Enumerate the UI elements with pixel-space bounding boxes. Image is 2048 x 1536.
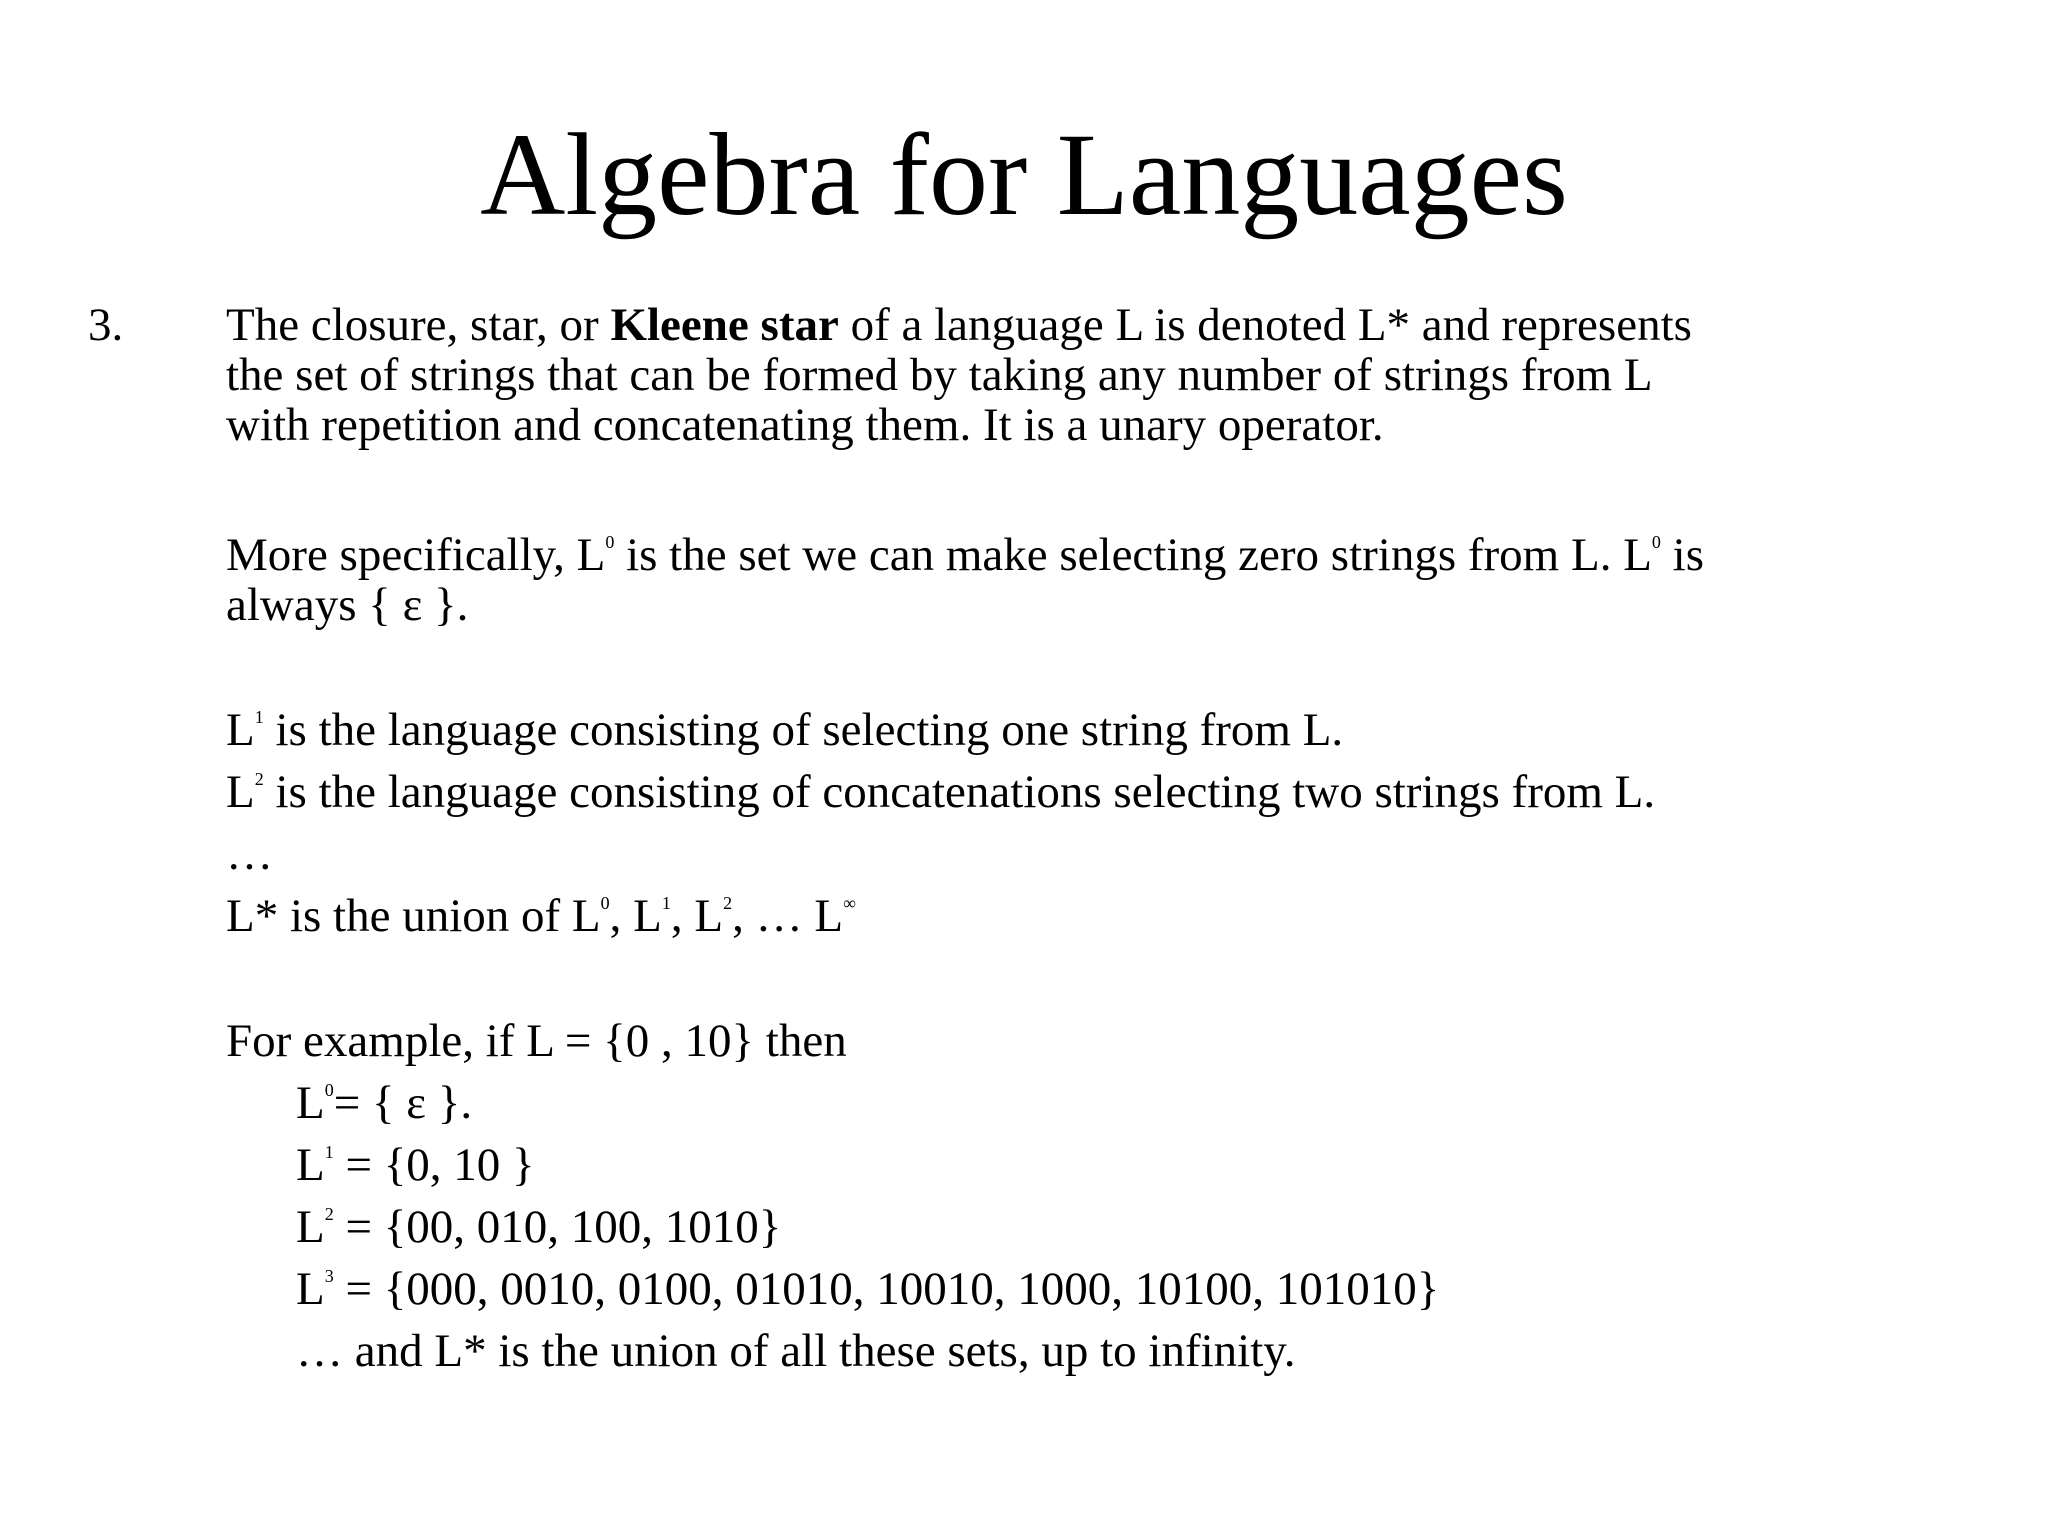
superscript: 0 (605, 532, 615, 552)
superscript: ∞ (843, 893, 856, 913)
definition-text: of a language L is denoted L* and represents (838, 299, 1692, 351)
text-run: is the set we can make selecting zero strings from L. L (614, 529, 1652, 581)
slide-title: Algebra for Languages (480, 109, 1568, 240)
superscript: 1 (661, 893, 671, 913)
kleene-star-term: Kleene star (610, 299, 839, 351)
text-run: = {00, 010, 100, 1010} (333, 1201, 782, 1253)
text-run: is (1660, 529, 1705, 581)
text-run: L (296, 1077, 325, 1129)
example-l1 (296, 1140, 535, 1190)
example-closing: … and L* is the union of all these sets, up to infinity. (296, 1325, 1296, 1377)
item-number: 3. (88, 299, 124, 351)
l0-definition-line-1 (226, 530, 1704, 580)
superscript: 2 (723, 893, 733, 913)
text-run: L (296, 1201, 325, 1253)
definition-line-2: the set of strings that can be formed by taking any number of strings from L (226, 349, 1653, 401)
superscript: 2 (254, 769, 264, 789)
definition-line-1 (226, 300, 1692, 350)
text-run: = {000, 0010, 0100, 01010, 10010, 1000, 10100, 101010} (333, 1263, 1440, 1315)
text-run: L (296, 1139, 325, 1191)
superscript: 3 (324, 1266, 334, 1286)
text-run: L (226, 766, 255, 818)
text-run: , L (670, 890, 724, 942)
definition-text: The closure, star, or (226, 299, 611, 351)
example-l0 (296, 1078, 472, 1128)
text-run: L (296, 1263, 325, 1315)
definition-line-3: with repetition and concatenating them. It is a unary operator. (226, 399, 1384, 451)
text-run: = { ε }. (333, 1077, 473, 1129)
text-run: L* is the union of L (226, 890, 601, 942)
superscript: 0 (1651, 532, 1661, 552)
superscript: 0 (324, 1080, 334, 1100)
l1-definition (226, 705, 1343, 755)
ellipsis: … (226, 828, 273, 880)
superscript: 1 (254, 707, 264, 727)
text-run: is the language consisting of selecting one string from L. (263, 704, 1344, 756)
superscript: 1 (324, 1142, 334, 1162)
union-definition (226, 891, 856, 941)
text-run: More specifically, L (226, 529, 606, 581)
superscript: 2 (324, 1204, 334, 1224)
l2-definition (226, 767, 1655, 817)
example-intro: For example, if L = {0 , 10} then (226, 1015, 847, 1067)
superscript: 0 (600, 893, 610, 913)
example-l2 (296, 1202, 781, 1252)
text-run: = {0, 10 } (333, 1139, 535, 1191)
text-run: is the language consisting of concatenations selecting two strings from L. (263, 766, 1656, 818)
example-l3 (296, 1264, 1439, 1314)
text-run: , … L (732, 890, 844, 942)
l0-definition-line-2: always { ε }. (226, 579, 469, 631)
text-run: , L (609, 890, 662, 942)
text-run: L (226, 704, 255, 756)
